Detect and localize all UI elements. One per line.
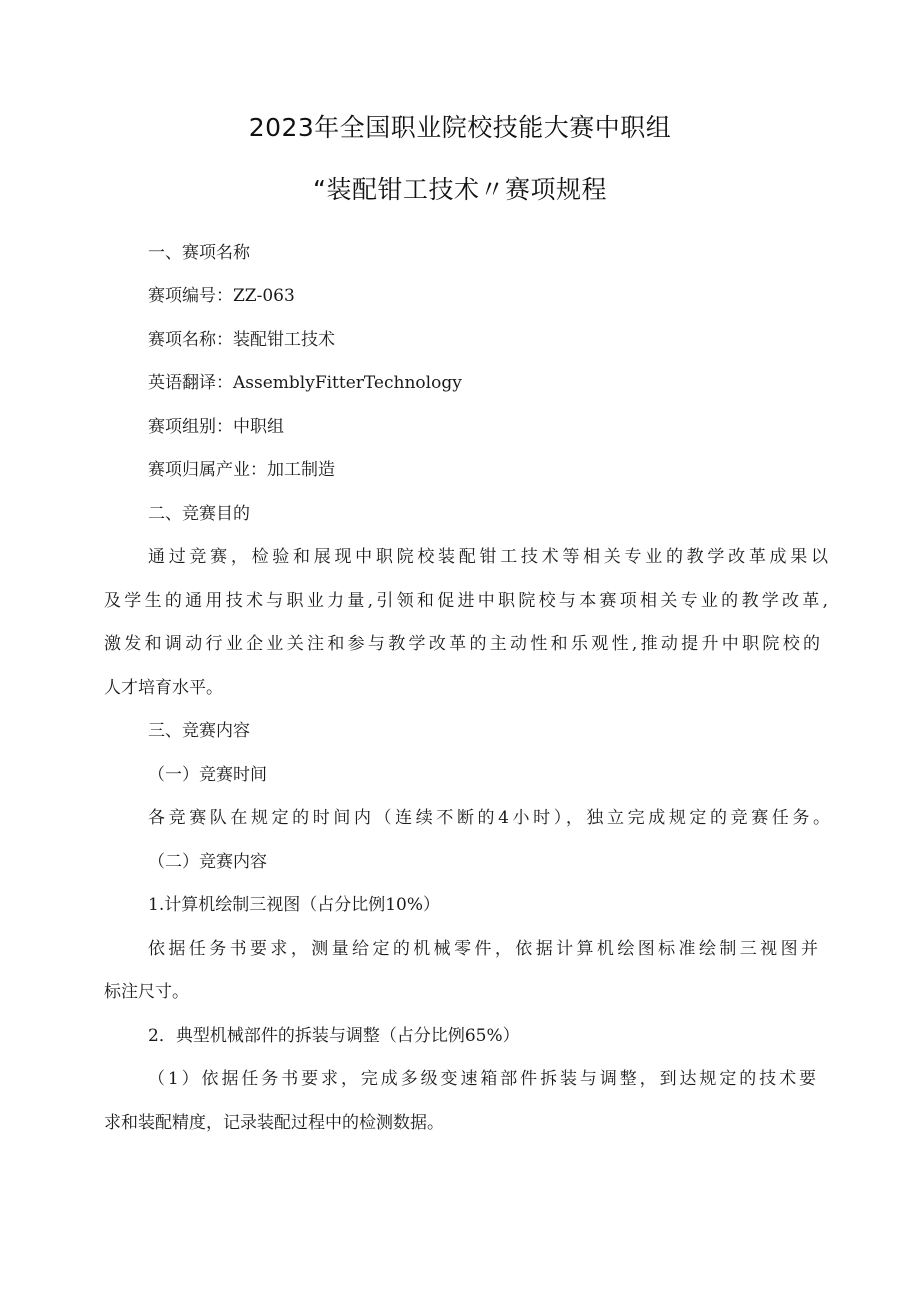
section3-heading: 三、竞赛内容 bbox=[148, 721, 250, 741]
item-group: 赛项组别：中职组 bbox=[148, 417, 284, 437]
item2-sub1-line: 求和装配精度，记录装配过程中的检测数据。 bbox=[104, 1113, 444, 1133]
document-subtitle: “装配钳工技术〃赛项规程 bbox=[313, 175, 607, 204]
item1-text-line: 标注尺寸。 bbox=[104, 982, 189, 1002]
item2-sub1-line: （1）依据任务书要求，完成多级变速箱部件拆装与调整，到达规定的技术要 bbox=[148, 1069, 816, 1089]
item2-heading: 2．典型机械部件的拆装与调整（占分比例65%） bbox=[148, 1026, 520, 1046]
section2-para-line: 激发和调动行业企业关注和参与教学改革的主动性和乐观性,推动提升中职院校的 bbox=[104, 634, 820, 654]
subsection-time-text: 各竞赛队在规定的时间内（连续不断的4小时），独立完成规定的竞赛任务。 bbox=[148, 808, 830, 828]
subsection-time-heading: （一）竞赛时间 bbox=[148, 765, 267, 785]
section2-para-line: 人才培育水平。 bbox=[104, 678, 223, 698]
item-english: 英语翻译：AssemblyFitterTechnology bbox=[148, 373, 462, 393]
section2-para-line: 通过竞赛，检验和展现中职院校装配钳工技术等相关专业的教学改革成果以 bbox=[148, 547, 828, 567]
item1-heading: 1.计算机绘制三视图（占分比例10%） bbox=[148, 895, 441, 915]
item-industry: 赛项归属产业：加工制造 bbox=[148, 460, 335, 480]
section2-heading: 二、竞赛目的 bbox=[148, 504, 250, 524]
section1-heading: 一、赛项名称 bbox=[148, 243, 250, 263]
item-name: 赛项名称：装配钳工技术 bbox=[148, 330, 335, 350]
item-code: 赛项编号：ZZ-063 bbox=[148, 286, 295, 306]
section2-para-line: 及学生的通用技术与职业力量,引领和促进中职院校与本赛项相关专业的教学改革, bbox=[104, 591, 828, 611]
subsection-content-heading: （二）竞赛内容 bbox=[148, 852, 267, 872]
item1-text-line: 依据任务书要求，测量给定的机械零件，依据计算机绘图标准绘制三视图并 bbox=[148, 939, 818, 959]
document-title: 2023年全国职业院校技能大赛中职组 bbox=[248, 113, 672, 142]
